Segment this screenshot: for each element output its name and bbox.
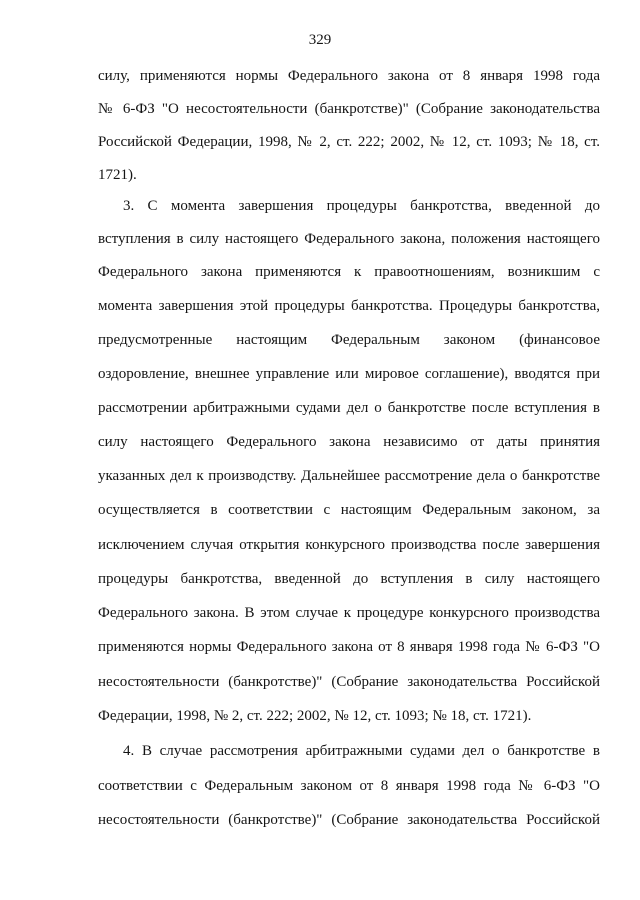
text-line: 4. В случае рассмотрения арбитражными судами дел о банкротстве в <box>123 743 600 759</box>
text-line: предусмотренные настоящим Федеральным законом (финансовое <box>98 332 600 348</box>
text-line: осуществляется в соответствии с настоящим Федеральным законом, за <box>98 502 600 518</box>
text-line: Федерального закона. В этом случае к процедуре конкурсного производства <box>98 605 600 621</box>
text-line: вступления в силу настоящего Федерального закона, положения настоящего <box>98 231 600 247</box>
text-line: 1721). <box>98 167 137 183</box>
text-line: Федерации, 1998, № 2, ст. 222; 2002, № 12, ст. 1093; № 18, ст. 1721). <box>98 708 532 724</box>
text-line: силу настоящего Федерального закона независимо от даты принятия <box>98 434 600 450</box>
text-line: несостоятельности (банкротстве)" (Собрание законодательства Российской <box>98 812 600 828</box>
text-line: Федерального закона применяются к правоотношениям, возникшим с <box>98 264 600 280</box>
text-line: силу, применяются нормы Федерального закона от 8 января 1998 года <box>98 68 600 84</box>
text-line: 3. С момента завершения процедуры банкротства, введенной до <box>123 198 600 214</box>
text-line: исключением случая открытия конкурсного производства после завершения <box>98 537 600 553</box>
text-line: момента завершения этой процедуры банкротства. Процедуры банкротства, <box>98 298 600 314</box>
text-line: № 6-ФЗ "О несостоятельности (банкротстве)" (Собрание законодательства <box>98 101 600 117</box>
text-line: указанных дел к производству. Дальнейшее рассмотрение дела о банкротстве <box>98 468 600 484</box>
text-line: рассмотрении арбитражными судами дел о банкротстве после вступления в <box>98 400 600 416</box>
text-line: Российской Федерации, 1998, № 2, ст. 222; 2002, № 12, ст. 1093; № 18, ст. <box>98 134 600 150</box>
text-line: процедуры банкротства, введенной до вступления в силу настоящего <box>98 571 600 587</box>
text-line: оздоровление, внешнее управление или мировое соглашение), вводятся при <box>98 366 600 382</box>
text-line: несостоятельности (банкротстве)" (Собрание законодательства Российской <box>98 674 600 690</box>
page-number: 329 <box>308 32 332 48</box>
text-line: применяются нормы Федерального закона от 8 января 1998 года № 6-ФЗ "О <box>98 639 600 655</box>
text-line: соответствии с Федеральным законом от 8 января 1998 года № 6-ФЗ "О <box>98 778 600 794</box>
